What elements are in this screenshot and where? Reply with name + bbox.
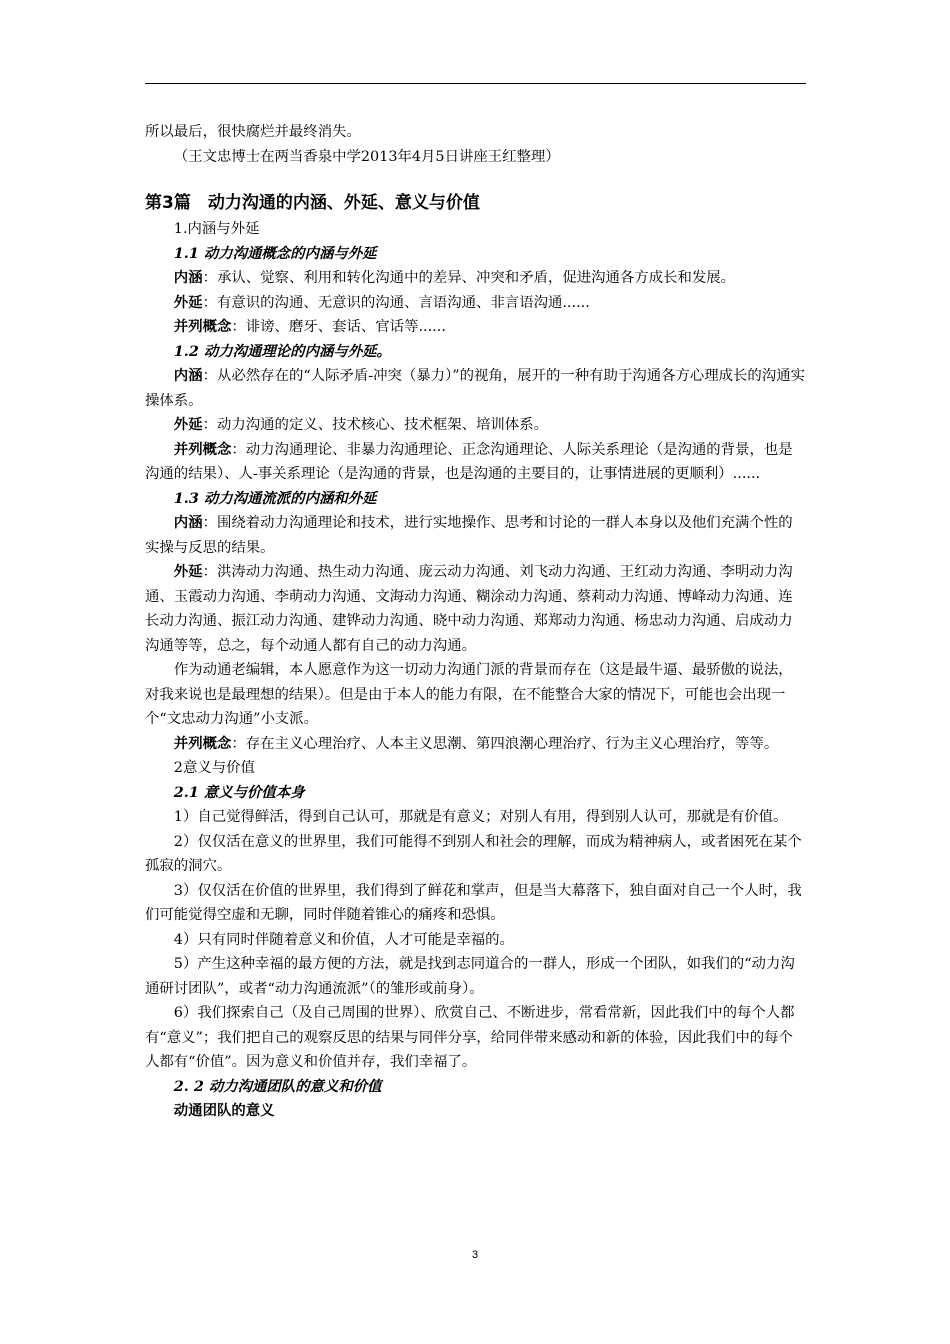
header-rule: [145, 83, 806, 84]
list-item: 1）自己觉得鲜活，得到自己认可，那就是有意义；对别人有用，得到别人认可，那就是有价值。: [173, 809, 788, 825]
s1-3-neihan: [145, 511, 806, 560]
binglie-label: 并列概念: [173, 319, 232, 335]
list-item: 6）我们探索自己（及自己周围的世界）、欣赏自己、不断进步，常看常新，因此我们中的每个人都有“意义”；我们把自己的观察反思的结果与同伴分享，给同伴带来感动和新的体验，因此我们中的每个人都有“价值”。因为意义和价值并存，我们幸福了。: [145, 1005, 795, 1070]
section-1-1-heading: 1.1 动力沟通概念的内涵与外延: [173, 244, 377, 262]
section-1-heading: 1.内涵与外延: [173, 221, 260, 237]
s1-3-binglie: [145, 732, 806, 757]
list-item: 2）仅仅活在意义的世界里，我们可能得不到别人和社会的理解，而成为精神病人，或者困死在某个孤寂的洞穴。: [145, 833, 802, 874]
s1-2-binglie: [145, 438, 806, 487]
neihan-text: ：从必然存在的“人际矛盾-冲突（暴力）”的视角，展开的一种有助于沟通各方心理成长的沟通实操体系。: [145, 368, 805, 409]
list-item: 5）产生这种幸福的最方便的方法，就是找到志同道合的一群人，形成一个团队，如我们的“动力沟通研讨团队”，或者“动力沟通流派”（的雏形或前身）。: [145, 956, 795, 997]
section-2-2-heading: 2. 2 动力沟通团队的意义和价值: [173, 1077, 382, 1095]
source-note: （王文忠博士在两当香泉中学2013年4月5日讲座王红整理）: [173, 148, 560, 165]
neihan-label: 内涵: [173, 270, 203, 286]
neihan-label: 内涵: [173, 515, 203, 531]
s1-1-neihan: [145, 266, 806, 291]
binglie-text: ：存在主义心理治疗、人本主义思潮、第四浪潮心理治疗、行为主义心理治疗，等等。: [231, 735, 779, 752]
section-1-3-heading: 1.3 动力沟通流派的内涵和外延: [173, 489, 377, 507]
page-number: 3: [471, 1249, 479, 1261]
chapter-title: 第3篇 动力沟通的内涵、外延、意义与价值: [145, 193, 480, 213]
binglie-text: ：动力沟通理论、非暴力沟通理论、正念沟通理论、人际关系理论（是沟通的背景，也是沟通的结果）、人-事关系理论（是沟通的背景，也是沟通的主要目的，让事情进展的更顺利）......: [145, 441, 793, 482]
continuation-text: 所以最后，很快腐烂并最终消失。: [145, 124, 361, 140]
waiyan-text: ：有意识的沟通、无意识的沟通、言语沟通、非言语沟通......: [202, 294, 590, 311]
s1-1-waiyan: [145, 291, 806, 316]
neihan-label: 内涵: [173, 368, 203, 384]
s1-3-waiyan: [145, 560, 806, 658]
section-1-2-heading: 1.2 动力沟通理论的内涵与外延。: [173, 342, 391, 360]
binglie-label: 并列概念: [173, 441, 232, 458]
binglie-label: 并列概念: [173, 735, 232, 752]
waiyan-label: 外延: [173, 294, 203, 311]
list-item: 3）仅仅活在价值的世界里，我们得到了鲜花和掌声，但是当大幕落下，独自面对自己一个人时，我们可能觉得空虚和无聊，同时伴随着锥心的痛疼和恐惧。: [145, 882, 802, 923]
document-body: [145, 120, 806, 1124]
s1-1-binglie: [145, 315, 806, 340]
neihan-text: ：承认、觉察、利用和转化沟通中的差异、冲突和矛盾，促进沟通各方成长和发展。: [202, 270, 736, 286]
section-2-2-subheading: 动通团队的意义: [173, 1103, 275, 1119]
s1-3-editor-note: 作为动通老编辑，本人愿意作为这一切动力沟通门派的背景而存在（这是最牛逼、最骄傲的说法，对我来说也是最理想的结果）。但是由于本人的能力有限，在不能整合大家的情况下，可能也会出现一个“文忠动力沟通”小支派。: [145, 662, 793, 727]
s1-2-waiyan: [145, 413, 806, 438]
s1-2-neihan: [145, 364, 806, 413]
waiyan-label: 外延: [173, 564, 203, 580]
list-item: 4）只有同时伴随着意义和价值，人才可能是幸福的。: [173, 931, 514, 948]
binglie-text: ：诽谤、磨牙、套话、官话等......: [231, 319, 446, 335]
section-2-1-heading: 2.1 意义与价值本身: [173, 783, 305, 801]
waiyan-label: 外延: [173, 417, 203, 433]
waiyan-text: ：洪涛动力沟通、热生动力沟通、庞云动力沟通、刘飞动力沟通、王红动力沟通、李明动力沟通、玉霞动力沟通、李萌动力沟通、文海动力沟通、糊涂动力沟通、蔡莉动力沟通、博峰动力沟通、连长动力沟通、振江动力沟通、建铧动力沟通、晓中动力沟通、郑郑动力沟通、杨忠动力沟通、启成动力沟通等等，总之，每个动通人都有自己的动力沟通。: [145, 564, 793, 654]
section-2-heading: 2意义与价值: [173, 760, 255, 776]
neihan-text: ：围绕着动力沟通理论和技术，进行实地操作、思考和讨论的一群人本身以及他们充满个性的实操与反思的结果。: [145, 515, 793, 556]
waiyan-text: ：动力沟通的定义、技术核心、技术框架、培训体系。: [202, 417, 548, 433]
